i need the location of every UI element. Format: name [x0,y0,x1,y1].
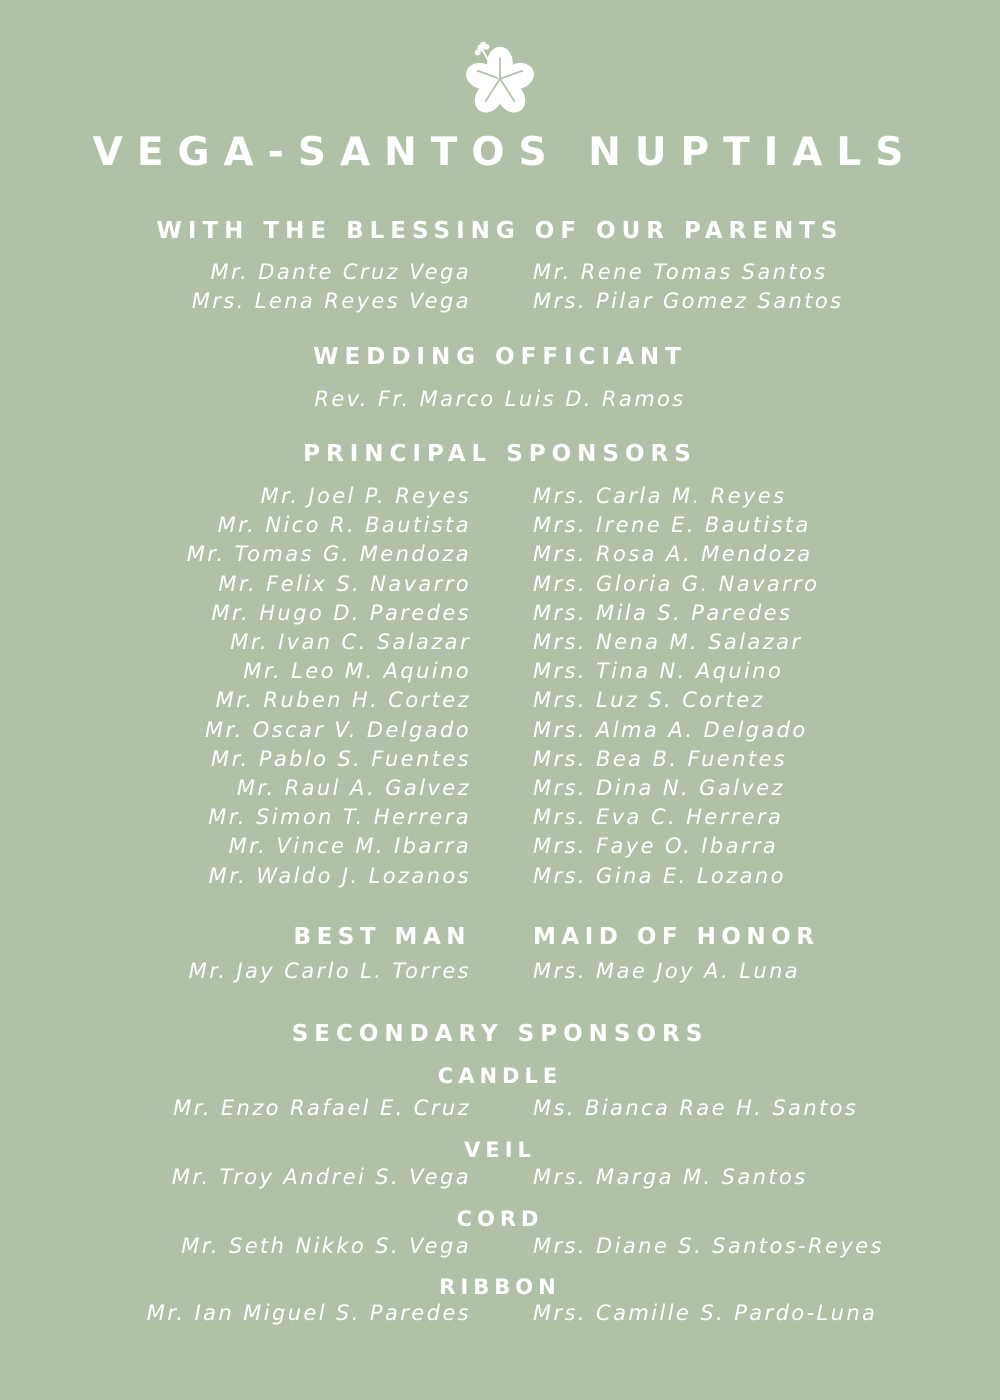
principal-sponsor-woman: Mrs. Tina N. Aquino [533,659,784,684]
principal-sponsor-man: Mr. Ruben H. Cortez [215,688,471,713]
hibiscus-flower-icon [460,42,540,118]
principal-sponsor-man: Mr. Nico R. Bautista [217,513,471,538]
principal-sponsor-man: Mr. Joel P. Reyes [260,484,471,508]
principal-sponsors-women-list [533,482,819,891]
officiant-heading: WEDDING OFFICIANT [313,344,687,370]
principal-sponsor-man: Mr. Hugo D. Paredes [211,600,471,625]
principal-sponsor-man: Mr. Vince M. Ibarra [228,834,471,859]
principal-sponsor-woman: Mrs. Eva C. Herrera [533,805,784,830]
maid-of-honor-heading: MAID OF HONOR [533,924,820,950]
principal-sponsor-woman: Mrs. Carla M. Reyes [533,484,787,508]
ribbon-sponsor-right: Mrs. Camille S. Pardo-Luna [533,1301,878,1325]
ribbon-heading: RIBBON [439,1275,561,1299]
principal-sponsor-man: Mr. Simon T. Herrera [208,805,471,830]
cord-sponsor-left: Mr. Seth Nikko S. Vega [181,1234,471,1258]
principal-sponsors-heading: PRINCIPAL SPONSORS [303,441,697,467]
veil-sponsor-left: Mr. Troy Andrei S. Vega [171,1165,471,1189]
principal-sponsor-woman: Mrs. Faye O. Ibarra [533,834,779,859]
best-man-name: Mr. Jay Carlo L. Torres [188,959,471,983]
veil-sponsor-right: Mrs. Marga M. Santos [533,1165,808,1189]
principal-sponsor-woman: Mrs. Alma A. Delgado [533,717,808,742]
principal-sponsor-man: Mr. Leo M. Aquino [243,659,471,684]
principal-sponsor-man: Mr. Felix S. Navarro [218,571,471,596]
principal-sponsor-woman: Mrs. Dina N. Galvez [533,776,785,801]
principal-sponsor-woman: Mrs. Bea B. Fuentes [533,746,788,771]
bride-parents-list [533,258,843,316]
principal-sponsor-woman: Mrs. Gina E. Lozano [533,863,786,888]
principal-sponsor-woman: Mrs. Gloria G. Navarro [533,571,820,596]
groom-parent-name: Mr. Dante Cruz Vega [210,260,471,284]
candle-sponsor-left: Mr. Enzo Rafael E. Cruz [173,1096,471,1120]
principal-sponsors-men-list [187,482,471,891]
best-man-heading: BEST MAN [293,924,471,950]
cord-sponsor-right: Mrs. Diane S. Santos-Reyes [533,1234,884,1258]
maid-of-honor-name: Mrs. Mae Joy A. Luna [533,959,801,983]
principal-sponsor-man: Mr. Raul A. Galvez [236,776,471,801]
candle-sponsor-right: Ms. Bianca Rae H. Santos [533,1096,859,1120]
candle-heading: CANDLE [437,1064,563,1088]
groom-parent-name: Mrs. Lena Reyes Vega [191,289,471,314]
groom-parents-list [192,258,471,316]
secondary-sponsors-heading: SECONDARY SPONSORS [291,1021,709,1047]
principal-sponsor-woman: Mrs. Irene E. Bautista [533,513,811,538]
principal-sponsor-woman: Mrs. Rosa A. Mendoza [533,542,813,567]
principal-sponsor-woman: Mrs. Mila S. Paredes [533,600,793,625]
principal-sponsor-man: Mr. Waldo J. Lozanos [208,863,471,888]
bride-parent-name: Mr. Rene Tomas Santos [533,260,828,284]
principal-sponsor-man: Mr. Tomas G. Mendoza [186,542,471,567]
veil-heading: VEIL [464,1138,536,1162]
ribbon-sponsor-left: Mr. Ian Miguel S. Paredes [146,1301,471,1325]
officiant-name: Rev. Fr. Marco Luis D. Ramos [314,387,686,411]
bride-parent-name: Mrs. Pilar Gomez Santos [533,289,844,314]
principal-sponsor-woman: Mrs. Nena M. Salazar [533,630,803,655]
parents-heading: WITH THE BLESSING OF OUR PARENTS [156,218,844,244]
cord-heading: CORD [456,1207,544,1231]
page-title: VEGA-SANTOS NUPTIALS [92,130,918,175]
principal-sponsor-man: Mr. Oscar V. Delgado [205,717,471,742]
principal-sponsor-woman: Mrs. Luz S. Cortez [533,688,765,713]
principal-sponsor-man: Mr. Pablo S. Fuentes [211,746,471,771]
principal-sponsor-man: Mr. Ivan C. Salazar [230,630,471,655]
